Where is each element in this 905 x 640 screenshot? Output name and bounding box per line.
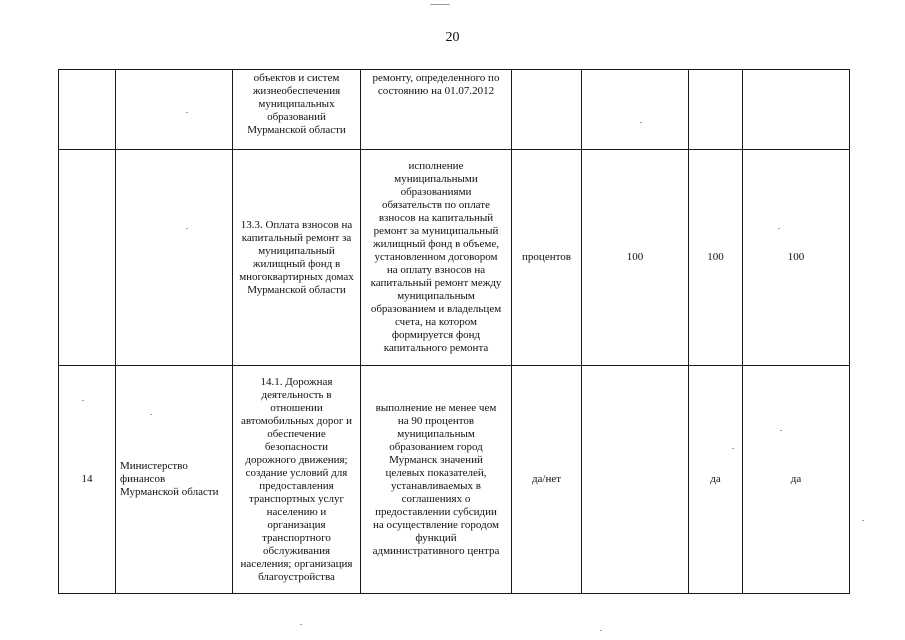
- value-cell-2: да: [689, 366, 743, 594]
- table-row: [59, 366, 850, 594]
- scan-speck: [778, 228, 780, 229]
- value-cell-1: [582, 70, 689, 150]
- ministry-cell: [116, 70, 233, 150]
- scan-speck: [186, 112, 188, 113]
- row-number-cell: 14: [59, 366, 116, 594]
- scan-speck: [600, 630, 602, 631]
- table-row: [59, 70, 850, 150]
- scan-speck: [640, 122, 642, 123]
- scan-speck: [862, 520, 864, 521]
- scan-speck: [186, 228, 188, 229]
- scan-speck: [150, 414, 152, 415]
- ministry-cell: [116, 150, 233, 366]
- value-cell-2: 100: [689, 150, 743, 366]
- scan-speck: [300, 624, 302, 625]
- scan-speck: [732, 448, 734, 449]
- scan-speck: [430, 4, 450, 5]
- unit-cell: да/нет: [512, 366, 582, 594]
- table-row: [59, 150, 850, 366]
- measure-cell: объектов и систем жизнеобеспечения муниципальных образований Мурманской области: [233, 70, 361, 150]
- indicator-cell: ремонту, определенного по состоянию на 01.07.2012: [361, 70, 512, 150]
- scan-speck: [82, 400, 84, 401]
- indicator-cell: выполнение не менее чем на 90 процентов муниципальным образованием город Мурманск значений целевых показателей, устанавливаемых в соглашениях о предоставлении субсидии на осуществление городом функций административного центра: [361, 366, 512, 594]
- value-cell-2: [689, 70, 743, 150]
- value-cell-3: [743, 70, 850, 150]
- indicator-cell: исполнение муниципальными образованиями обязательств по оплате взносов на капитальный ремонт за муниципальный жилищный фонд в объеме, установленном договором на оплату взносов на капитальный ремонт между муниципальным образованием и владельцем счета, на котором формируется фонд капитального ремонта: [361, 150, 512, 366]
- scan-speck: [780, 430, 782, 431]
- value-cell-3: 100: [743, 150, 850, 366]
- row-number-cell: [59, 70, 116, 150]
- unit-cell: процентов: [512, 150, 582, 366]
- ministry-cell: Министерство финансов Мурманской области: [116, 366, 233, 594]
- measure-cell: 13.3. Оплата взносов на капитальный ремонт за муниципальный жилищный фонд в многоквартирных домах Мурманской области: [233, 150, 361, 366]
- value-cell-1: 100: [582, 150, 689, 366]
- value-cell-3: да: [743, 366, 850, 594]
- page-number: 20: [445, 30, 460, 45]
- row-number-cell: [59, 150, 116, 366]
- unit-cell: [512, 70, 582, 150]
- indicators-table: [58, 69, 850, 594]
- value-cell-1: [582, 366, 689, 594]
- measure-cell: 14.1. Дорожная деятельность в отношении автомобильных дорог и обеспечение безопасности дорожного движения; создание условий для предоставления транспортных услуг населению и организация транспортного обслуживания населения; организация благоустройства: [233, 366, 361, 594]
